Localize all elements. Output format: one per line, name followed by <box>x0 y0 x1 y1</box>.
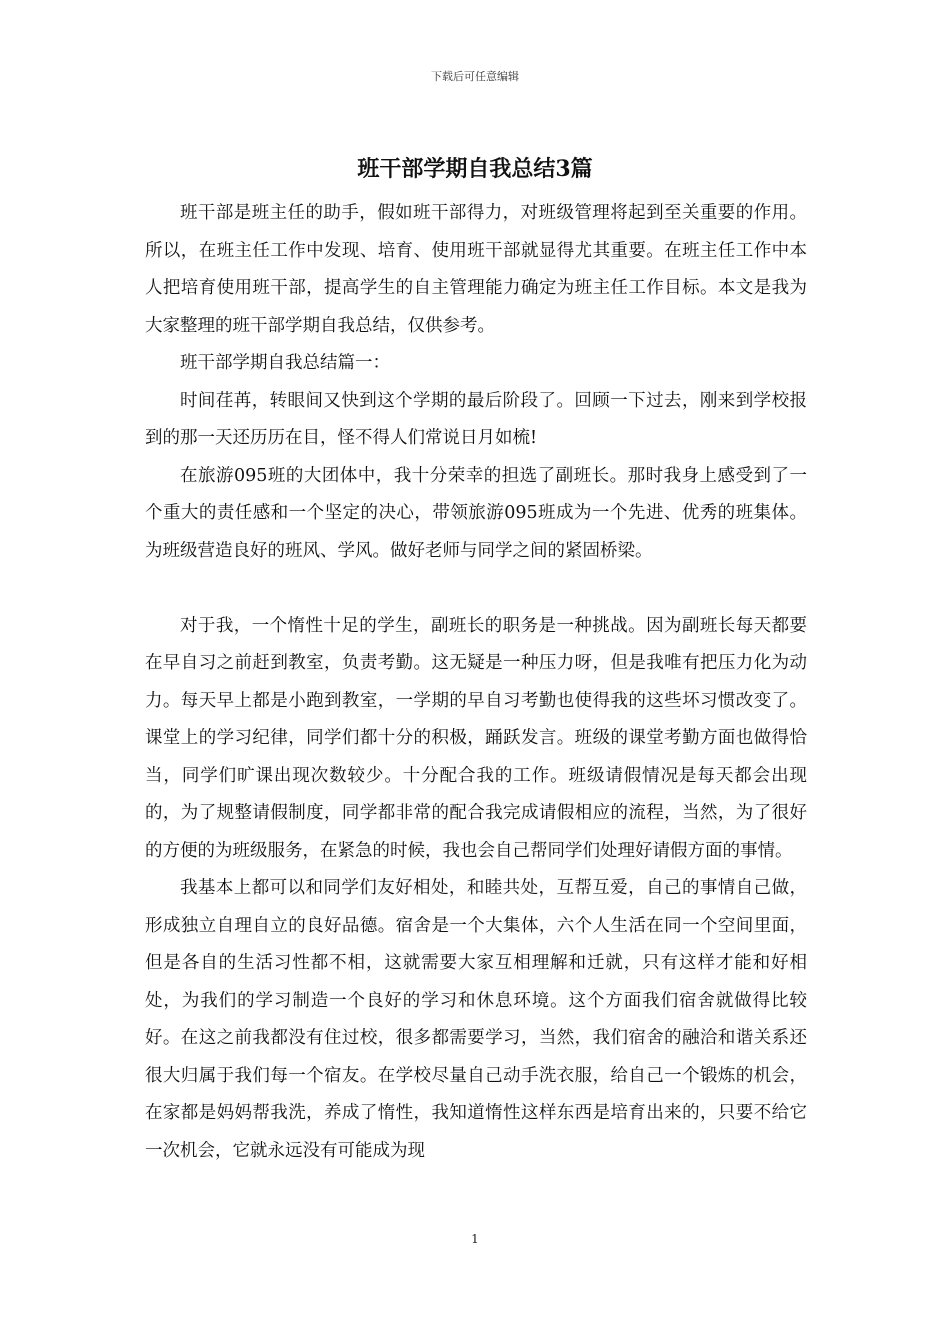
document-body <box>145 195 807 1170</box>
paragraph-spacer <box>145 570 807 608</box>
page-header: 下载后可任意编辑 <box>431 70 519 83</box>
paragraph-class-role: 在旅游095班的大团体中，我十分荣幸的担选了副班长。那时我身上感受到了一个重大的责任感和一个坚定的决心，带领旅游095班成为一个先进、优秀的班集体。为班级营造良好的班风、学风。做好老师与同学之间的紧固桥梁。 <box>145 465 807 561</box>
document-title: 班干部学期自我总结3篇 <box>357 156 593 182</box>
page-number: 1 <box>471 1232 479 1246</box>
paragraph-time: 时间荏苒，转眼间又快到这个学期的最后阶段了。回顾一下过去，刚来到学校报到的那一天还历历在目，怪不得人们常说日月如梳! <box>145 390 807 448</box>
paragraph-challenge: 对于我，一个惰性十足的学生，副班长的职务是一种挑战。因为副班长每天都要在早自习之前赶到教室，负责考勤。这无疑是一种压力呀，但是我唯有把压力化为动力。每天早上都是小跑到教室，一学期的早自习考勤也使得我的这些坏习惯改变了。课堂上的学习纪律，同学们都十分的积极，踊跃发言。班级的课堂考勤方面也做得恰当，同学们旷课出现次数较少。十分配合我的工作。班级请假情况是每天都会出现的，为了规整请假制度，同学都非常的配合我完成请假相应的流程，当然，为了很好的方便的为班级服务，在紧急的时候，我也会自己帮同学们处理好请假方面的事情。 <box>145 615 807 861</box>
paragraph-intro: 班干部是班主任的助手，假如班干部得力，对班级管理将起到至关重要的作用。所以，在班主任工作中发现、培育、使用班干部就显得尤其重要。在班主任工作中本人把培育使用班干部，提高学生的自主管理能力确定为班主任工作目标。本文是我为大家整理的班干部学期自我总结，仅供参考。 <box>145 203 807 336</box>
paragraph-section-heading: 班干部学期自我总结篇一： <box>180 353 390 373</box>
paragraph-dormitory: 我基本上都可以和同学们友好相处，和睦共处，互帮互爱，自己的事情自己做，形成独立自理自立的良好品德。宿舍是一个大集体，六个人生活在同一个空间里面，但是各自的生活习性都不相，这就需要大家互相理解和迁就，只有这样才能和好相处，为我们的学习制造一个良好的学习和休息环境。这个方面我们宿舍就做得比较好。在这之前我都没有住过校，很多都需要学习，当然，我们宿舍的融洽和谐关系还很大归属于我们每一个宿友。在学校尽量自己动手洗衣服，给自己一个锻炼的机会，在家都是妈妈帮我洗，养成了惰性，我知道惰性这样东西是培育出来的，只要不给它一次机会，它就永远没有可能成为现 <box>145 878 807 1161</box>
